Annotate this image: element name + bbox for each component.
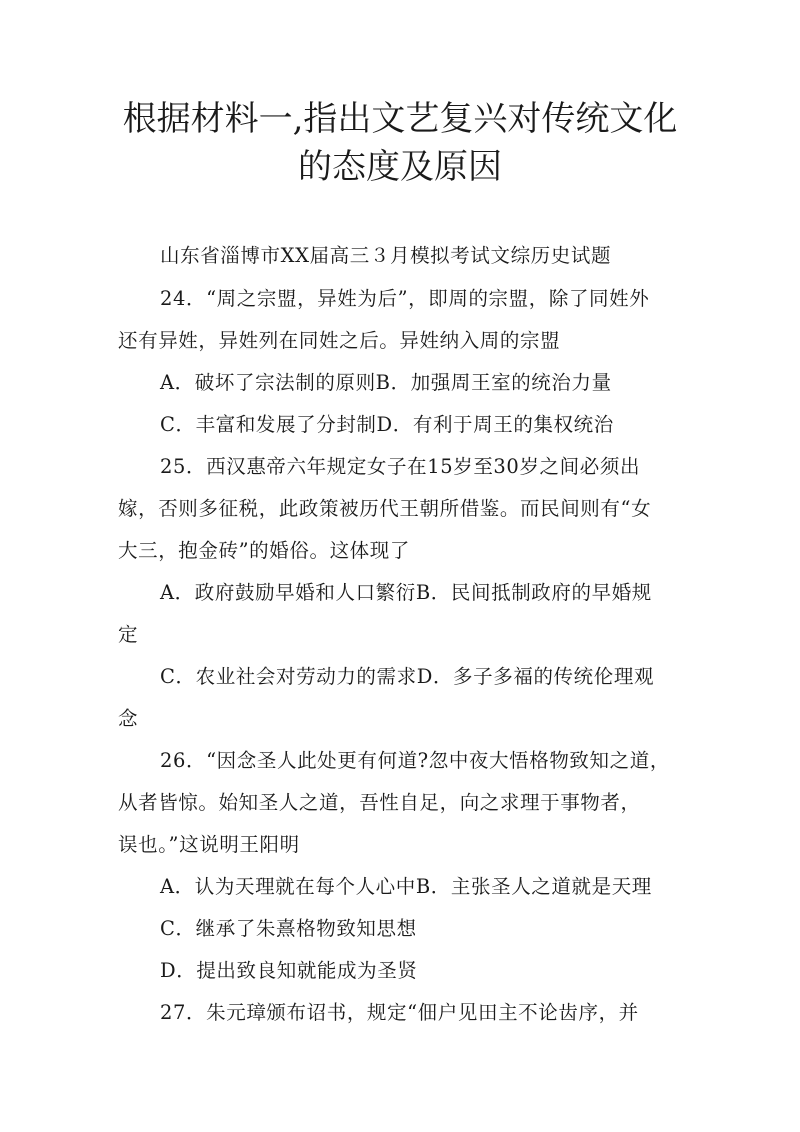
body-line: 24．“周之宗盟，异姓为后”，即周的宗盟，除了同姓外: [160, 287, 650, 310]
body-line: C．丰富和发展了分封制D．有利于周王的集权统治: [160, 413, 614, 436]
body-line: D．提出致良知就能成为圣贤: [160, 959, 418, 982]
body-line: A．认为天理就在每个人心中B．主张圣人之道就是天理: [160, 875, 652, 898]
body-line: A．破坏了宗法制的原则B．加强周王室的统治力量: [160, 371, 612, 394]
body-line: 还有异姓，异姓列在同姓之后。异姓纳入周的宗盟: [118, 329, 561, 352]
title-line-1: 根据材料一,指出文艺复兴对传统文化: [122, 99, 678, 139]
body-line: 27．朱元璋颁布诏书，规定“佃户见田主不论齿序，并: [160, 1001, 639, 1024]
body-line: 山东省淄博市XX届高三３月模拟考试文综历史试题: [160, 244, 612, 267]
body-line: C．继承了朱熹格物致知思想: [160, 917, 417, 940]
body-line: 从者皆惊。始知圣人之道，吾性自足，向之求理于事物者，: [118, 791, 641, 814]
body-line: 大三，抱金砖”的婚俗。这体现了: [118, 539, 410, 562]
body-line: 26．“因念圣人此处更有何道?忽中夜大悟格物致知之道，: [160, 749, 670, 772]
body-line: C．农业社会对劳动力的需求D．多子多福的传统伦理观: [160, 665, 655, 688]
body-line: 误也。”这说明王阳明: [118, 833, 300, 856]
body-line: 25．西汉惠帝六年规定女子在15岁至30岁之间必须出: [160, 455, 641, 478]
body-line: 定: [118, 623, 139, 646]
document-title: [100, 96, 700, 196]
title-line-2: 的态度及原因: [298, 147, 502, 187]
body-line: 嫁，否则多征税，此政策被历代王朝所借鉴。而民间则有“女: [118, 497, 652, 520]
body-line: A．政府鼓励早婚和人口繁衍B．民间抵制政府的早婚规: [160, 581, 652, 604]
body-line: 念: [118, 707, 139, 730]
